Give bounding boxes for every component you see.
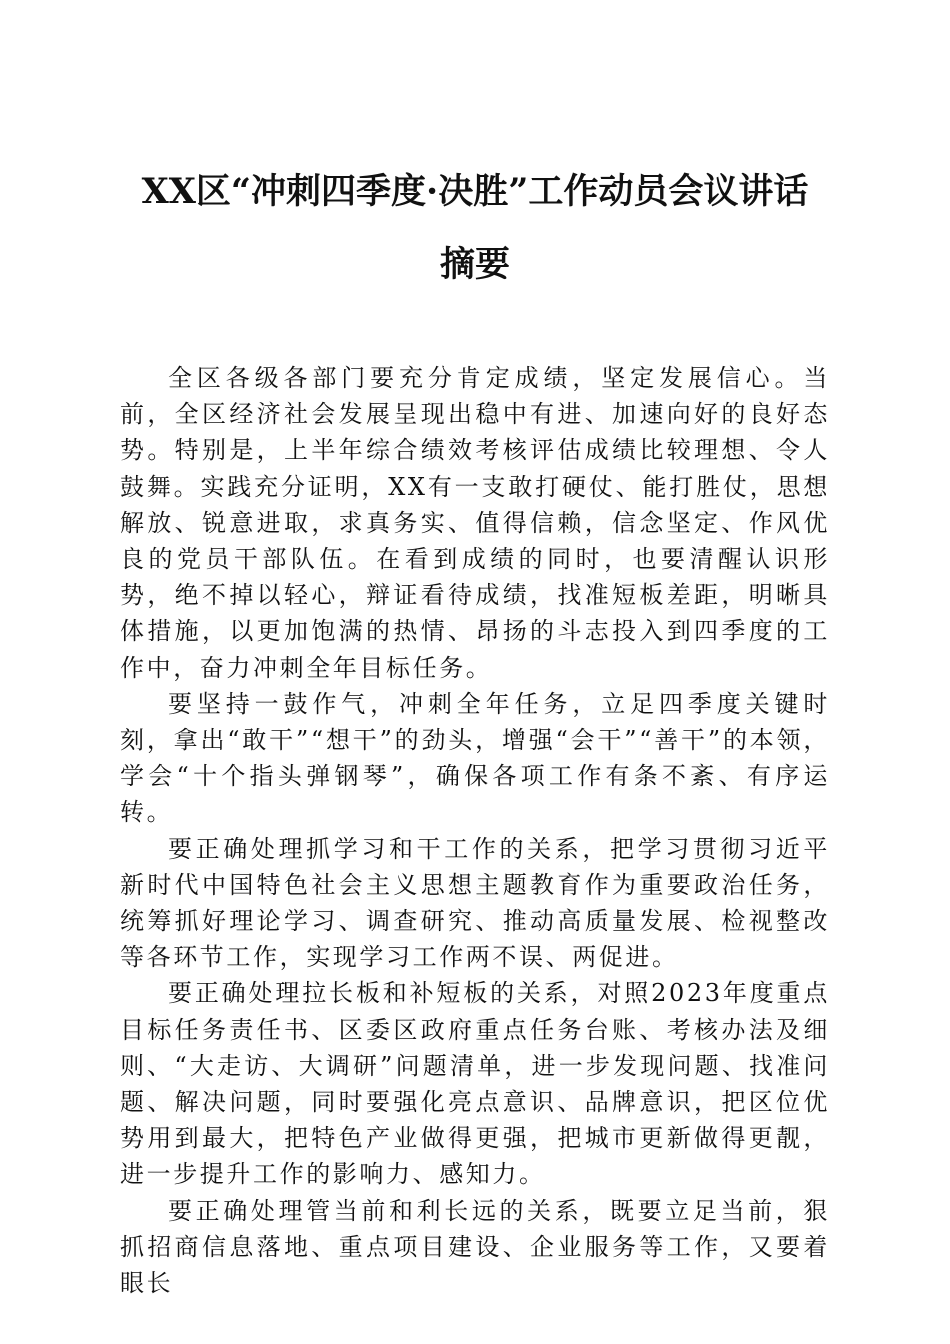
paragraph-1: 全区各级各部门要充分肯定成绩，坚定发展信心。当前，全区经济社会发展呈现出稳中有进、加速向好的良好态势。特别是，上半年综合绩效考核评估成绩比较理想、令人鼓舞。实践充分证明，XX有一支敢打硬仗、能打胜仗，思想解放、锐意进取，求真务实、值得信赖，信念坚定、作风优良的党员干部队伍。在看到成绩的同时，也要清醒认识形势，绝不掉以轻心，辩证看待成绩，找准短板差距，明晰具体措施，以更加饱满的热情、昂扬的斗志投入到四季度的工作中，奋力冲刺全年目标任务。 bbox=[120, 364, 830, 682]
document-body bbox=[120, 360, 830, 1301]
paragraph-2: 要坚持一鼓作气，冲刺全年任务，立足四季度关键时刻，拿出“敢干”“想干”的劲头，增强“会干”“善干”的本领，学会“十个指头弹钢琴”，确保各项工作有条不紊、有序运转。 bbox=[120, 689, 830, 827]
document-title-line-2: 摘要 bbox=[439, 244, 510, 285]
paragraph-3: 要正确处理抓学习和干工作的关系，把学习贯彻习近平新时代中国特色社会主义思想主题教育作为重要政治任务，统筹抓好理论学习、调查研究、推动高质量发展、检视整改等各环节工作，实现学习工作两不误、两促进。 bbox=[120, 834, 830, 972]
document-title-line-1: XX区“冲刺四季度·决胜”工作动员会议讲话 bbox=[141, 171, 809, 212]
paragraph-4: 要正确处理拉长板和补短板的关系，对照2023年度重点目标任务责任书、区委区政府重点任务台账、考核办法及细则、“大走访、大调研”问题清单，进一步发现问题、找准问题、解决问题，同时要强化亮点意识、品牌意识，把区位优势用到最大，把特色产业做得更强，把城市更新做得更靓，进一步提升工作的影响力、感知力。 bbox=[120, 979, 830, 1189]
paragraph-5: 要正确处理管当前和利长远的关系，既要立足当前，狠抓招商信息落地、重点项目建设、企业服务等工作，又要着眼长 bbox=[120, 1196, 830, 1298]
